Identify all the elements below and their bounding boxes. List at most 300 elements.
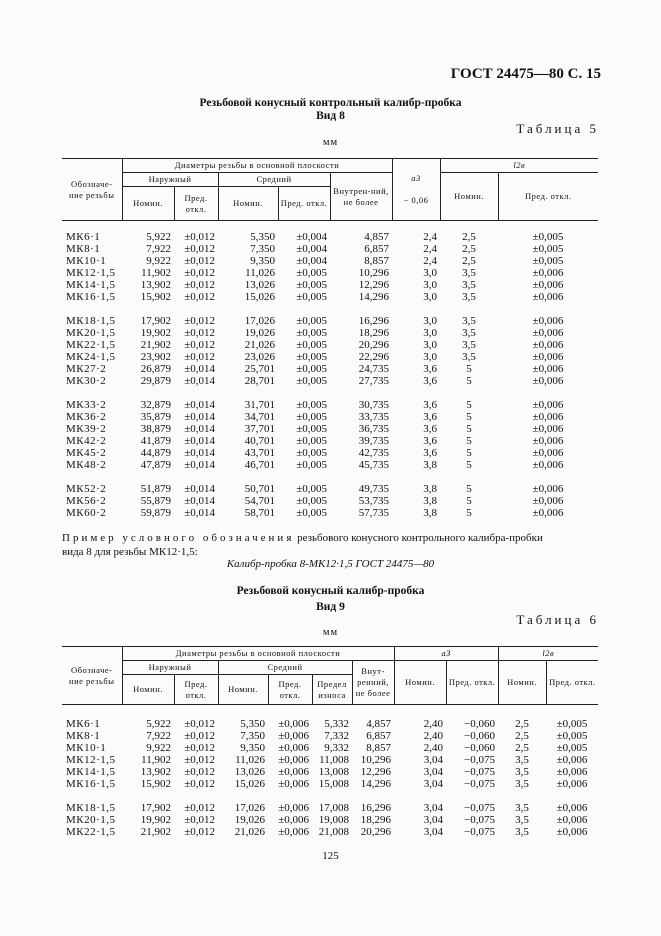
- table-cell: МК27·2: [66, 363, 107, 375]
- table-cell: МК60·2: [66, 507, 107, 519]
- table-cell: МК6·1: [66, 231, 101, 243]
- table-cell: 3,6: [423, 363, 437, 375]
- table-cell: 23,902: [140, 351, 171, 363]
- table-cell: 11,902: [141, 754, 171, 766]
- table-cell: 15,008: [318, 778, 349, 790]
- table-cell: МК18·1,5: [66, 802, 116, 814]
- t6-row: [62, 754, 598, 766]
- table-cell: 13,026: [234, 766, 265, 778]
- table-cell: ±0,005: [296, 339, 327, 351]
- table-cell: 3,6: [423, 423, 437, 435]
- table-cell: 5: [466, 363, 472, 375]
- table-cell: 39,735: [358, 435, 389, 447]
- table-cell: МК8·1: [66, 243, 101, 255]
- table-cell: МК39·2: [66, 423, 107, 435]
- table-cell: ±0,006: [532, 483, 564, 495]
- table-cell: МК24·1,5: [66, 351, 116, 363]
- table-cell: 3,5: [462, 351, 476, 363]
- example-paragraph: Пример условного обозначения резьбового конусного контрольного калибра-пробки вида 8 для резьбы МК12·1,5:: [62, 532, 543, 558]
- table-cell: ±0,014: [184, 483, 215, 495]
- t6-middle-nom-header: Номин.: [218, 675, 268, 705]
- t5-middle-nom-header: Номин.: [218, 187, 278, 221]
- table-cell: 18,296: [358, 327, 389, 339]
- table-cell: 6,857: [366, 730, 391, 742]
- table-cell: −0,060: [464, 718, 495, 730]
- table-cell: ±0,012: [184, 754, 215, 766]
- table-cell: 12,296: [360, 766, 391, 778]
- t5-row: [62, 483, 598, 495]
- table-cell: 2,5: [515, 742, 529, 754]
- t6-outer-nom-header: Номин.: [122, 675, 174, 705]
- table-5-body: [62, 231, 598, 519]
- table-cell: 11,026: [245, 267, 275, 279]
- table-cell: МК8·1: [66, 730, 101, 742]
- table-cell: ±0,005: [296, 327, 327, 339]
- table-cell: 49,735: [358, 483, 389, 495]
- table-cell: 3,5: [515, 754, 529, 766]
- table-cell: 9,332: [324, 742, 349, 754]
- table-cell: ±0,005: [532, 243, 564, 255]
- table-cell: ±0,006: [532, 375, 564, 387]
- table-cell: 19,026: [244, 327, 275, 339]
- table-cell: −0,075: [464, 778, 495, 790]
- table-cell: 7,350: [250, 243, 275, 255]
- table-cell: ±0,006: [532, 447, 564, 459]
- table-cell: ±0,004: [296, 231, 327, 243]
- table-cell: МК22·1,5: [66, 826, 116, 838]
- table-cell: ±0,006: [278, 766, 309, 778]
- table-cell: ±0,012: [184, 778, 215, 790]
- table-cell: −0,075: [464, 814, 495, 826]
- t6-outer-header: Наружный: [122, 661, 218, 675]
- table-cell: ±0,014: [184, 507, 215, 519]
- table-cell: ±0,014: [184, 423, 215, 435]
- table-cell: 5: [466, 459, 472, 471]
- table-cell: 7,922: [146, 243, 171, 255]
- table-cell: ±0,006: [532, 267, 564, 279]
- t5-outer-header: Наружный: [122, 173, 218, 187]
- section-subtitle-2: Вид 9: [316, 601, 345, 613]
- table-cell: 41,879: [140, 435, 171, 447]
- table-cell: −0,060: [464, 742, 495, 754]
- table-cell: ±0,005: [556, 742, 588, 754]
- table-cell: 14,296: [360, 778, 391, 790]
- t5-a3-header: a3 − 0,06: [392, 159, 440, 221]
- t6-a-tol-header: Пред. откл.: [446, 661, 498, 705]
- table-cell: −0,075: [464, 766, 495, 778]
- table-cell: ±0,012: [184, 255, 215, 267]
- page-number: 125: [322, 850, 339, 862]
- table-6-header: [62, 646, 598, 705]
- table-cell: 11,008: [319, 754, 349, 766]
- table-cell: 33,735: [358, 411, 389, 423]
- table-cell: 3,0: [423, 327, 437, 339]
- table-cell: 3,04: [423, 802, 443, 814]
- table-cell: 3,5: [462, 267, 476, 279]
- table-cell: 5: [466, 411, 472, 423]
- t5-row: [62, 375, 598, 387]
- table-cell: ±0,006: [556, 778, 588, 790]
- table-cell: 5: [466, 375, 472, 387]
- table-cell: ±0,006: [532, 459, 564, 471]
- t6-inner-header: Внут-ренний, не более: [352, 661, 394, 705]
- table-cell: ±0,005: [296, 351, 327, 363]
- table-cell: ±0,005: [296, 375, 327, 387]
- table-cell: 3,8: [423, 483, 437, 495]
- table-cell: 3,5: [515, 802, 529, 814]
- table-cell: МК33·2: [66, 399, 107, 411]
- table-cell: ±0,006: [278, 778, 309, 790]
- table-cell: МК36·2: [66, 411, 107, 423]
- table-cell: 5,350: [250, 231, 275, 243]
- t5-outer-tol-header: Пред. откл.: [174, 187, 218, 221]
- table-cell: 19,026: [234, 814, 265, 826]
- table-cell: ±0,005: [296, 435, 327, 447]
- table-cell: ±0,014: [184, 375, 215, 387]
- table-cell: 13,902: [140, 766, 171, 778]
- table-cell: МК12·1,5: [66, 754, 116, 766]
- row-spacer: [62, 387, 598, 399]
- table-cell: ±0,012: [184, 231, 215, 243]
- table-cell: −0,075: [464, 754, 495, 766]
- t6-middle-tol-header: Пред. откл.: [268, 675, 312, 705]
- t5-row: [62, 399, 598, 411]
- table-cell: 14,296: [358, 291, 389, 303]
- table-cell: 37,701: [244, 423, 275, 435]
- table-cell: 50,701: [244, 483, 275, 495]
- table-cell: ±0,012: [184, 267, 215, 279]
- section-title-1: Резьбовой конусный контрольный калибр-пробка: [199, 97, 462, 109]
- table-cell: 17,026: [244, 315, 275, 327]
- table-cell: 55,879: [140, 495, 171, 507]
- table-cell: ±0,012: [184, 339, 215, 351]
- units-label-2: мм: [322, 627, 339, 638]
- table-cell: ±0,005: [556, 718, 588, 730]
- section-subtitle-1: Вид 8: [316, 110, 345, 122]
- table-cell: ±0,006: [532, 423, 564, 435]
- table-cell: МК45·2: [66, 447, 107, 459]
- table-cell: МК6·1: [66, 718, 101, 730]
- table-cell: 15,026: [244, 291, 275, 303]
- table-cell: 29,879: [140, 375, 171, 387]
- table-cell: ±0,006: [556, 802, 588, 814]
- table-cell: 13,008: [318, 766, 349, 778]
- table-cell: МК16·1,5: [66, 778, 116, 790]
- table-cell: 13,902: [140, 279, 171, 291]
- table-cell: 5,350: [240, 718, 265, 730]
- table-cell: МК20·1,5: [66, 327, 116, 339]
- t6-row: [62, 778, 598, 790]
- table-cell: 17,902: [140, 315, 171, 327]
- t5-row: [62, 279, 598, 291]
- table-cell: ±0,012: [184, 327, 215, 339]
- table-cell: ±0,014: [184, 495, 215, 507]
- table-cell: 21,902: [140, 826, 171, 838]
- table-cell: 5,922: [146, 231, 171, 243]
- table-cell: 3,6: [423, 411, 437, 423]
- example-formula: Калибр-пробка 8-МК12·1,5 ГОСТ 24475—80: [226, 558, 435, 570]
- t5-l-nom-header: Номин.: [440, 173, 498, 221]
- table-cell: 2,5: [462, 255, 476, 267]
- t5-outer-nom-header: Номин.: [122, 187, 174, 221]
- table-cell: 18,296: [360, 814, 391, 826]
- table-cell: 5: [466, 507, 472, 519]
- table-cell: ±0,006: [532, 507, 564, 519]
- table-cell: ±0,012: [184, 351, 215, 363]
- table-cell: 3,8: [423, 507, 437, 519]
- table-cell: ±0,014: [184, 435, 215, 447]
- table-cell: ±0,006: [532, 327, 564, 339]
- t6-col-designation: Обозначе-ние резьбы: [62, 647, 122, 705]
- t6-outer-tol-header: Пред. откл.: [174, 675, 218, 705]
- table-cell: ±0,005: [296, 267, 327, 279]
- table-cell: 3,04: [423, 826, 443, 838]
- table-cell: 3,0: [423, 291, 437, 303]
- table-cell: 5: [466, 435, 472, 447]
- t6-row: [62, 766, 598, 778]
- t6-diam-header: Диаметры резьбы в основной плоскости: [122, 647, 394, 661]
- table-cell: 22,296: [358, 351, 389, 363]
- table-cell: 3,5: [515, 826, 529, 838]
- table-cell: 25,701: [244, 363, 275, 375]
- table-cell: 3,0: [423, 315, 437, 327]
- table-5-label: Таблица 5: [516, 121, 599, 136]
- table-cell: 3,04: [423, 766, 443, 778]
- table-cell: 2,4: [423, 231, 437, 243]
- table-cell: 3,5: [515, 814, 529, 826]
- table-cell: 12,296: [358, 279, 389, 291]
- t5-row: [62, 351, 598, 363]
- t6-row: [62, 730, 598, 742]
- table-cell: МК52·2: [66, 483, 107, 495]
- table-cell: 30,735: [358, 399, 389, 411]
- table-cell: 43,701: [244, 447, 275, 459]
- t6-row: [62, 802, 598, 814]
- table-cell: 21,008: [318, 826, 349, 838]
- t5-row: [62, 423, 598, 435]
- table-cell: 3,5: [515, 766, 529, 778]
- table-cell: 46,701: [244, 459, 275, 471]
- table-cell: −0,075: [464, 826, 495, 838]
- table-cell: 20,296: [360, 826, 391, 838]
- table-cell: 5: [466, 483, 472, 495]
- table-cell: 2,5: [462, 231, 476, 243]
- table-cell: МК56·2: [66, 495, 107, 507]
- table-cell: МК14·1,5: [66, 279, 116, 291]
- table-5-header: [62, 158, 598, 221]
- table-cell: 15,902: [140, 291, 171, 303]
- t5-row: [62, 231, 598, 243]
- table-cell: 3,5: [462, 279, 476, 291]
- table-cell: 17,026: [234, 802, 265, 814]
- t5-row: [62, 291, 598, 303]
- table-cell: 5: [466, 423, 472, 435]
- table-cell: ±0,005: [296, 423, 327, 435]
- table-cell: ±0,004: [296, 255, 327, 267]
- table-cell: 15,026: [234, 778, 265, 790]
- table-cell: ±0,012: [184, 802, 215, 814]
- table-cell: 11,902: [141, 267, 171, 279]
- table-cell: 35,879: [140, 411, 171, 423]
- table-cell: 32,879: [140, 399, 171, 411]
- table-cell: 7,350: [240, 730, 265, 742]
- table-cell: ±0,012: [184, 315, 215, 327]
- table-cell: ±0,005: [296, 507, 327, 519]
- table-cell: 17,902: [140, 802, 171, 814]
- table-cell: 53,735: [358, 495, 389, 507]
- table-cell: 4,857: [366, 718, 391, 730]
- table-cell: 28,701: [244, 375, 275, 387]
- t5-row: [62, 267, 598, 279]
- table-cell: МК30·2: [66, 375, 107, 387]
- table-cell: МК10·1: [66, 255, 107, 267]
- t5-diam-header: Диаметры резьбы в основной плоскости: [122, 159, 392, 173]
- table-cell: ±0,012: [184, 279, 215, 291]
- table-cell: 16,296: [360, 802, 391, 814]
- table-cell: ±0,006: [532, 363, 564, 375]
- table-cell: 2,5: [462, 243, 476, 255]
- table-cell: 58,701: [244, 507, 275, 519]
- row-spacer: [62, 790, 598, 802]
- table-cell: ±0,005: [296, 447, 327, 459]
- table-cell: 3,0: [423, 279, 437, 291]
- table-cell: 23,026: [244, 351, 275, 363]
- table-cell: 8,857: [364, 255, 389, 267]
- table-cell: ±0,006: [532, 495, 564, 507]
- table-cell: ±0,005: [296, 495, 327, 507]
- table-cell: МК20·1,5: [66, 814, 116, 826]
- t6-a-nom-header: Номин.: [394, 661, 446, 705]
- table-cell: 34,701: [244, 411, 275, 423]
- table-cell: ±0,006: [532, 351, 564, 363]
- table-cell: 3,0: [423, 267, 437, 279]
- table-cell: 3,04: [423, 778, 443, 790]
- t6-a3-header: a3: [394, 647, 498, 661]
- table-cell: 16,296: [358, 315, 389, 327]
- table-cell: 3,0: [423, 351, 437, 363]
- table-6-label: Таблица 6: [516, 612, 599, 627]
- table-cell: МК10·1: [66, 742, 107, 754]
- table-cell: 24,735: [358, 363, 389, 375]
- table-cell: ±0,006: [532, 279, 564, 291]
- table-cell: ±0,006: [556, 826, 588, 838]
- table-cell: 7,332: [324, 730, 349, 742]
- table-cell: 3,5: [462, 291, 476, 303]
- table-cell: МК14·1,5: [66, 766, 116, 778]
- t5-l2b-header: l2в: [440, 159, 598, 173]
- table-cell: ±0,012: [184, 766, 215, 778]
- table-cell: 59,879: [140, 507, 171, 519]
- table-cell: ±0,012: [184, 730, 215, 742]
- table-cell: 3,5: [462, 339, 476, 351]
- table-cell: 9,922: [146, 742, 171, 754]
- table-cell: 27,735: [358, 375, 389, 387]
- table-cell: 7,922: [146, 730, 171, 742]
- t5-col-designation: Обозначе-ние резьбы: [62, 159, 122, 221]
- table-cell: ±0,012: [184, 718, 215, 730]
- t6-l-tol-header: Пред. откл.: [546, 661, 598, 705]
- table-cell: ±0,006: [556, 814, 588, 826]
- table-cell: 5,332: [324, 718, 349, 730]
- t5-l-tol-header: Пред. откл.: [498, 173, 598, 221]
- table-cell: 5: [466, 447, 472, 459]
- table-cell: 54,701: [244, 495, 275, 507]
- table-cell: ±0,014: [184, 447, 215, 459]
- table-cell: 3,6: [423, 375, 437, 387]
- table-cell: ±0,005: [296, 315, 327, 327]
- table-cell: 3,04: [423, 754, 443, 766]
- table-cell: ±0,012: [184, 291, 215, 303]
- table-cell: 11,026: [235, 754, 265, 766]
- t6-row: [62, 814, 598, 826]
- table-cell: МК16·1,5: [66, 291, 116, 303]
- table-cell: 2,5: [515, 730, 529, 742]
- units-label-1: мм: [322, 137, 339, 148]
- table-cell: 13,026: [244, 279, 275, 291]
- t5-row: [62, 447, 598, 459]
- table-cell: 2,5: [515, 718, 529, 730]
- table-cell: 10,296: [360, 754, 391, 766]
- table-cell: −0,060: [464, 730, 495, 742]
- table-cell: 40,701: [244, 435, 275, 447]
- table-cell: ±0,005: [532, 231, 564, 243]
- table-cell: 21,902: [140, 339, 171, 351]
- table-cell: ±0,005: [296, 291, 327, 303]
- table-cell: ±0,006: [556, 766, 588, 778]
- t5-row: [62, 315, 598, 327]
- table-cell: 3,8: [423, 495, 437, 507]
- t5-row: [62, 507, 598, 519]
- table-cell: 36,735: [358, 423, 389, 435]
- table-cell: 3,5: [462, 315, 476, 327]
- table-cell: ±0,006: [532, 411, 564, 423]
- table-cell: ±0,014: [184, 411, 215, 423]
- table-cell: МК18·1,5: [66, 315, 116, 327]
- table-cell: 31,701: [244, 399, 275, 411]
- t5-row: [62, 459, 598, 471]
- table-cell: ±0,005: [296, 483, 327, 495]
- table-cell: ±0,005: [296, 399, 327, 411]
- table-cell: ±0,006: [556, 754, 588, 766]
- t5-middle-tol-header: Пред. откл.: [278, 187, 330, 221]
- table-cell: 8,857: [366, 742, 391, 754]
- table-cell: ±0,006: [278, 814, 309, 826]
- table-cell: ±0,006: [278, 826, 309, 838]
- table-cell: 20,296: [358, 339, 389, 351]
- t5-row: [62, 363, 598, 375]
- table-cell: ±0,005: [296, 459, 327, 471]
- t5-row: [62, 327, 598, 339]
- table-cell: ±0,006: [532, 399, 564, 411]
- table-cell: 6,857: [364, 243, 389, 255]
- table-cell: 4,857: [364, 231, 389, 243]
- table-cell: 5: [466, 495, 472, 507]
- table-cell: 57,735: [358, 507, 389, 519]
- table-cell: 51,879: [140, 483, 171, 495]
- table-cell: ±0,006: [532, 435, 564, 447]
- table-cell: 9,350: [250, 255, 275, 267]
- table-cell: ±0,006: [278, 802, 309, 814]
- table-cell: 3,5: [515, 778, 529, 790]
- table-cell: ±0,006: [278, 730, 309, 742]
- table-cell: 3,6: [423, 399, 437, 411]
- table-cell: 10,296: [358, 267, 389, 279]
- table-cell: 19,902: [140, 814, 171, 826]
- t5-middle-header: Средний: [218, 173, 330, 187]
- t5-row: [62, 339, 598, 351]
- table-cell: ±0,012: [184, 243, 215, 255]
- t6-middle-header: Средний: [218, 661, 352, 675]
